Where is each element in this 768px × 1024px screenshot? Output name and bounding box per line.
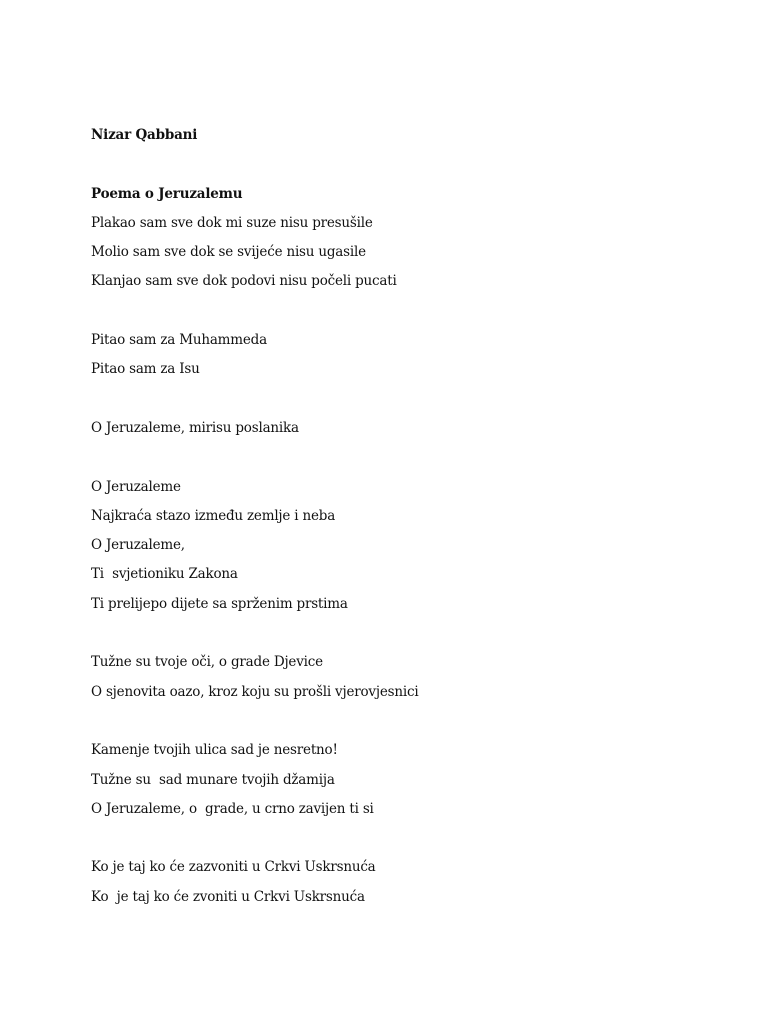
- poem-line: O Jeruzaleme, mirisu poslanika: [91, 419, 299, 436]
- blank-line: [91, 707, 711, 736]
- author-name: Nizar Qabbani: [91, 127, 198, 143]
- poem-line: Klanjao sam sve dok podovi nisu počeli pucati: [91, 273, 397, 290]
- blank-line: [91, 297, 711, 326]
- poem-line: O Jeruzaleme, o grade, u crno zavijen ti si: [91, 800, 374, 817]
- stanza-2: [91, 326, 711, 385]
- stanza-5: [91, 648, 711, 707]
- stanza-4: [91, 473, 711, 619]
- poem-line: Najkraća stazo između zemlje i neba: [91, 507, 336, 524]
- poem-line: Kamenje tvojih ulica sad je nesretno!: [91, 742, 338, 759]
- poem-line: Ko je taj ko će zvoniti u Crkvi Uskrsnuća: [91, 888, 365, 905]
- poem-document: [91, 121, 711, 912]
- stanza-6: [91, 736, 711, 824]
- poem-line: Ti svjetioniku Zakona: [91, 566, 238, 583]
- poem-line: Ko je taj ko će zazvoniti u Crkvi Uskrsnuća: [91, 859, 376, 876]
- blank-line: [91, 619, 711, 648]
- blank-line: [91, 385, 711, 414]
- poem-line: Tužne su tvoje oči, o grade Djevice: [91, 654, 323, 671]
- stanza-1: [91, 209, 711, 297]
- blank-line: [91, 443, 711, 472]
- poem-line: O sjenovita oazo, kroz koju su prošli vjerovjesnici: [91, 683, 419, 700]
- poem-line: O Jeruzaleme: [91, 478, 181, 495]
- poem-line: Pitao sam za Isu: [91, 361, 200, 378]
- poem-line: O Jeruzaleme,: [91, 537, 185, 554]
- poem-line: Plakao sam sve dok mi suze nisu presušile: [91, 214, 373, 231]
- poem-line: Tužne su sad munare tvojih džamija: [91, 771, 335, 788]
- stanza-3: [91, 414, 711, 443]
- poem-line: Ti prelijepo dijete sa sprženim prstima: [91, 595, 348, 612]
- stanza-7: [91, 853, 711, 912]
- poem-title: Poema o Jeruzalemu: [91, 185, 243, 202]
- poem-line: Pitao sam za Muhammeda: [91, 332, 267, 349]
- blank-line: [91, 150, 711, 179]
- blank-line: [91, 824, 711, 853]
- poem-line: Molio sam sve dok se svijeće nisu ugasile: [91, 244, 366, 261]
